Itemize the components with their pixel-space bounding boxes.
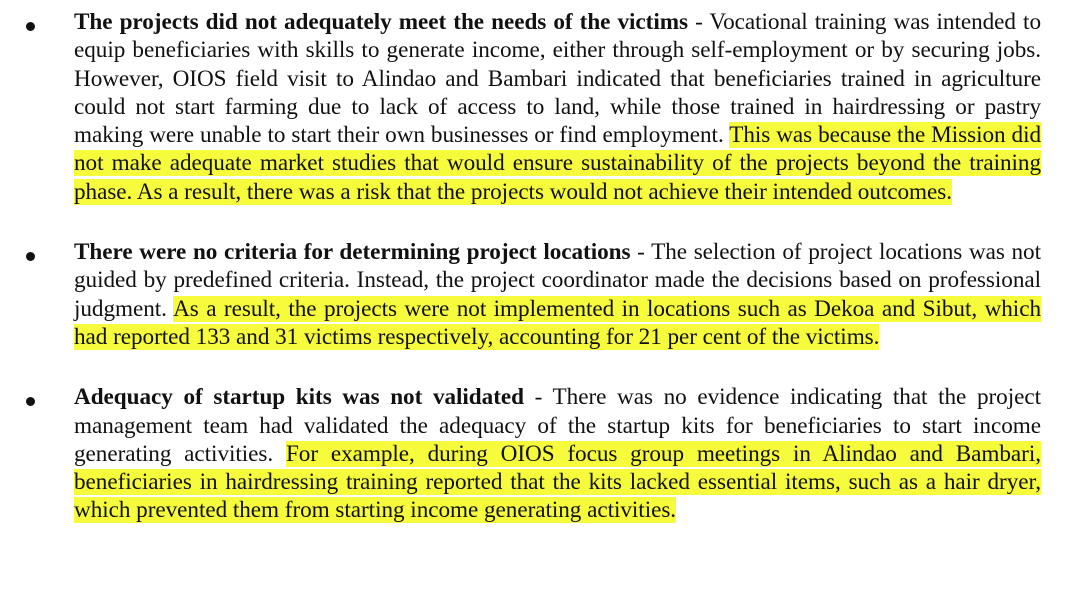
bullet-icon (26, 22, 35, 31)
finding-heading: Adequacy of startup kits was not validated (74, 384, 524, 411)
finding-body: There was no evidence indicating that the project management team had validated the adequacy of the startup kits for beneficiaries to start income generating activities. (74, 384, 1041, 467)
finding-body: Vocational training was intended to equip beneficiaries with skills to generate income, either through self-employment or by securing jobs. However, OIOS field visit to Alindao and Bambari indicated that beneficiaries trained in agriculture could not start farming due to lack of access to land, while those trained in hairdressing or pastry making were unable to start their own businesses or find employment. (74, 9, 1041, 149)
heading-separator: - (687, 9, 710, 35)
heading-separator: - (523, 384, 553, 411)
finding-heading: The projects did not adequately meet the needs of the victims (74, 9, 688, 35)
finding-paragraph (74, 238, 1041, 351)
bullet-icon (26, 252, 35, 261)
heading-separator: - (630, 239, 652, 266)
highlighted-text: For example, during OIOS focus group meetings in Alindao and Bambari, beneficiaries in hairdressing training reported that the kits lacked essential items, such as a hair dryer, which prevented them from starting income generating activities. (74, 440, 1041, 524)
highlighted-text: This was because the Mission did not make adequate market studies that would ensure sustainability of the projects beyond the training phase. As a result, there was a risk that the projects would not achieve their intended outcomes. (74, 122, 1042, 205)
finding-body: The selection of project locations was not guided by predefined criteria. Instead, the project coordinator made the decisions based on professional judgment. (74, 239, 1041, 322)
finding-item-project-locations (0, 238, 1081, 351)
finding-paragraph (74, 383, 1041, 524)
finding-item-startup-kits (0, 383, 1081, 524)
bullet-icon (26, 397, 35, 406)
highlighted-text: As a result, the projects were not implemented in locations such as Dekoa and Sibut, which had reported 133 and 31 victims respectively, accounting for 21 per cent of the victims. (74, 295, 1041, 350)
finding-item-victims-needs (0, 8, 1081, 206)
finding-paragraph (74, 8, 1041, 206)
finding-heading: There were no criteria for determining project locations (74, 239, 631, 266)
document-page (0, 8, 1081, 525)
